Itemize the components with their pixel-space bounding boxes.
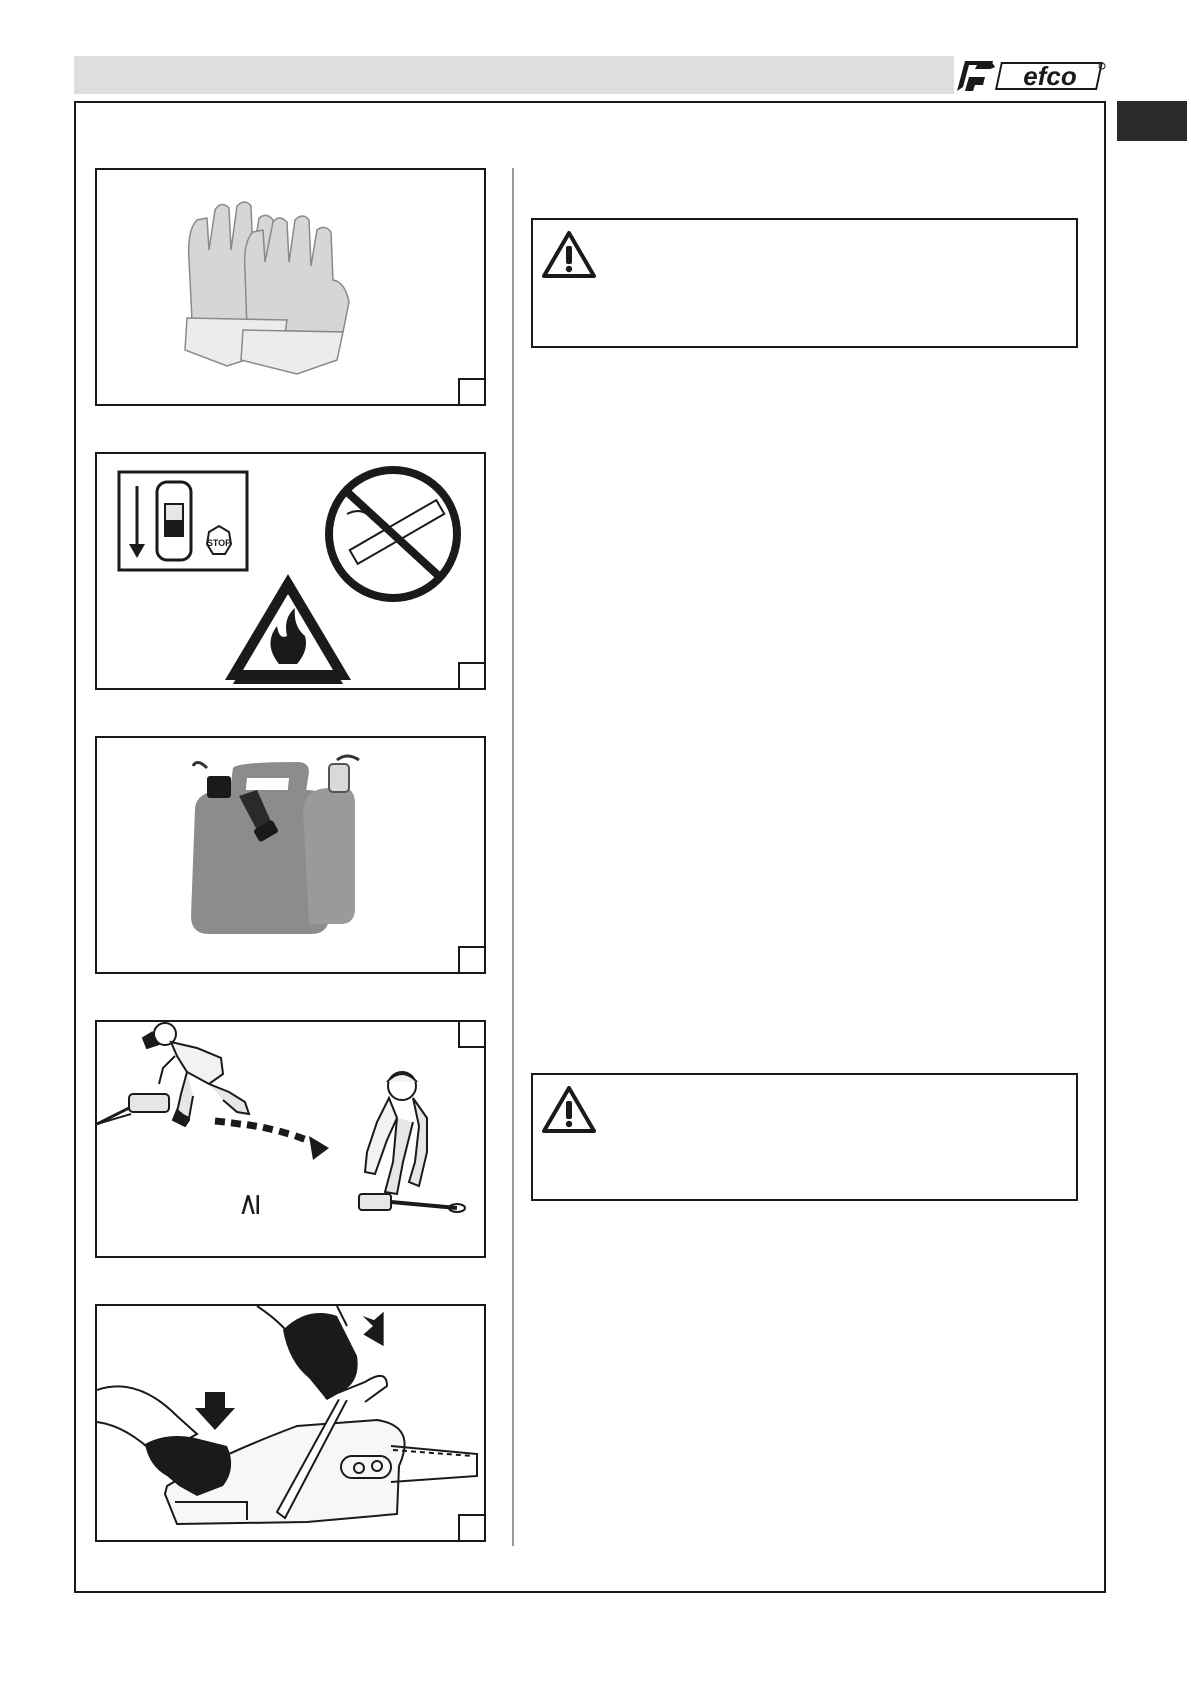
figure-fuel-safety-symbols <box>95 452 486 690</box>
header-bar <box>74 56 954 94</box>
section-tab <box>1117 101 1187 141</box>
figure-fuel-can <box>95 736 486 974</box>
figure-starting-grip <box>95 1304 486 1542</box>
distance-symbol: ≥ <box>232 1191 268 1218</box>
brand-name: efco <box>1023 61 1077 91</box>
warning-box-1 <box>531 218 1078 348</box>
figure-number <box>458 1514 486 1542</box>
starting-grip-illustration <box>97 1306 486 1542</box>
fuel-can-icon <box>97 738 486 974</box>
figure-number <box>458 1020 486 1048</box>
figure-protective-gloves <box>95 168 486 406</box>
figure-number <box>458 946 486 974</box>
brand-logo <box>955 57 1110 95</box>
figure-number <box>458 662 486 690</box>
figure-start-distance <box>95 1020 486 1258</box>
fuel-safety-icons <box>97 454 486 690</box>
column-divider <box>512 168 514 1546</box>
warning-triangle-icon <box>541 1085 597 1135</box>
warning-triangle-icon <box>541 230 597 280</box>
start-distance-illustration <box>97 1022 486 1258</box>
stop-label: STOP <box>206 538 232 548</box>
gloves-icon <box>97 170 486 406</box>
warning-box-2 <box>531 1073 1078 1201</box>
figure-number <box>458 378 486 406</box>
